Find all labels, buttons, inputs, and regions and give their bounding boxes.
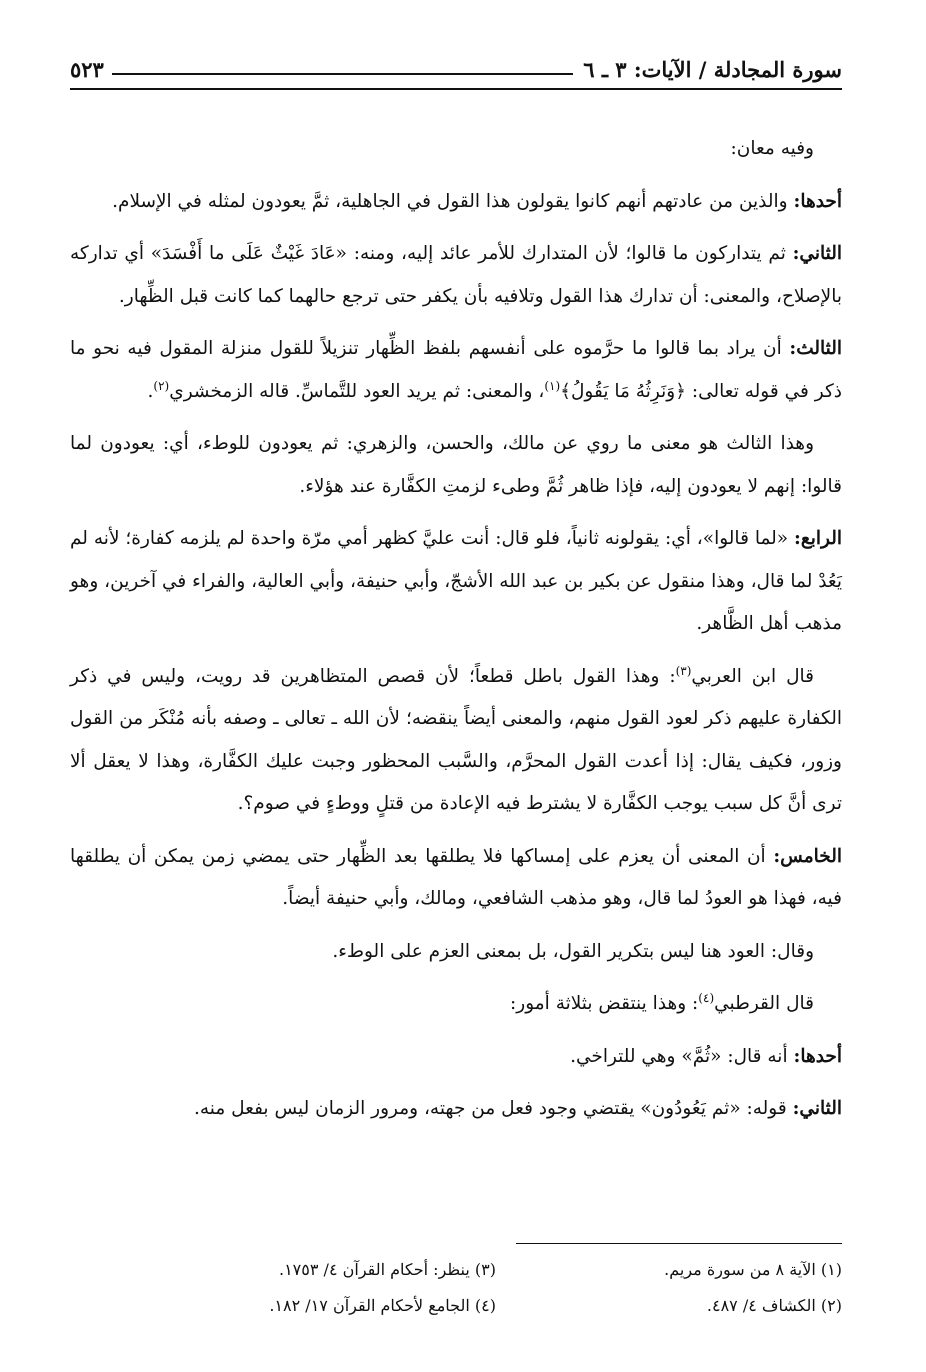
paragraph-text: . — [147, 380, 154, 402]
paragraph-text: وفيه معان: — [730, 138, 814, 159]
paragraph — [70, 836, 842, 921]
paragraph — [70, 128, 842, 171]
paragraph-lead: الثالث: — [789, 338, 842, 359]
paragraph-lead: الثاني: — [792, 1098, 842, 1119]
paragraph-text: وهذا الثالث هو معنى ما روي عن مالك، والحسن، والزهري: ثم يعودون للوطء، أي: يعودون لما قالوا: إنهم لا يعودون إليه، فإذا ظاهر ثُمَّ وطىء لزمتِ الكفَّارة عند هؤلاء. — [70, 433, 842, 497]
footnote-ref: (٢) — [153, 378, 170, 393]
paragraph-text: والذين من عادتهم أنهم كانوا يقولون هذا القول في الجاهلية، ثمَّ يعودون لمثله في الإسلام. — [112, 190, 794, 212]
paragraph-text: : وهذا القول باطل قطعاً؛ لأن قصص المتظاهرين قد رويت، وليس في ذكر الكفارة عليهم ذكر لعود القول منهم، والمعنى أيضاً ينقضه؛ لأن الله ـ تعالى ـ وصفه بأنه مُنْكَر من القول وزور، فكيف يقال: إذا أعدت القول المحرَّم، والسَّبب المحظور وجبت عليك الكفَّارة، وهذا لا يعقل ألا ترى أنَّ كل سبب يوجب الكفَّارة لا يشترط فيه الإعادة من قتلٍ ووطءٍ في صوم؟. — [70, 665, 842, 814]
paragraph-lead: الثاني: — [792, 243, 842, 264]
paragraph — [70, 518, 842, 646]
running-header — [70, 42, 842, 82]
footnote-4 — [150, 1288, 496, 1324]
footnote-number: (٢) — [820, 1296, 842, 1315]
footnote-number: (١) — [820, 1260, 842, 1279]
paragraph — [70, 423, 842, 508]
paragraph-text: ثم يتداركون ما قالوا؛ لأن المتدارك للأمر عائد إليه، ومنه: «عَادَ غَيْثٌ عَلَى ما أَفْسَدَ» أي تداركه بالإصلاح، والمعنى: أن تدارك هذا القول وتلافيه بأن يكفر حتى ترجع حالهما كما كانت قبل الظِّهار. — [70, 243, 842, 307]
chapter-title: سورة المجادلة / الآيات: ٣ ـ ٦ — [583, 57, 842, 82]
footnote-3 — [150, 1252, 496, 1288]
paragraph-text: ، والمعنى: ثم يريد العود للتَّماسِّ. قاله الزمخشري — [169, 380, 545, 402]
paragraph — [70, 1036, 842, 1079]
paragraph — [70, 233, 842, 318]
paragraph-lead: أحدها: — [793, 190, 842, 212]
footnote-row — [150, 1288, 842, 1324]
footnote-text: الكشاف ٤/ ٤٨٧. — [706, 1296, 816, 1315]
paragraph — [70, 328, 842, 413]
footnote-text: ينظر: أحكام القرآن ٤/ ١٧٥٣. — [278, 1260, 470, 1279]
paragraph-lead: الخامس: — [773, 845, 842, 867]
footnotes — [150, 1252, 842, 1324]
page-number: ٥٢٣ — [70, 57, 104, 82]
paragraph-text: وقال: العود هنا ليس بتكرير القول، بل بمعنى العزم على الوطء. — [332, 940, 814, 962]
footnote-ref: (٣) — [675, 663, 692, 678]
paragraph-text: أن المعنى أن يعزم على إمساكها فلا يطلقها بعد الظِّهار حتى يمضي زمن يمكن أن يطلقها فيه، فهذا هو العودُ لما قال، وهو مذهب الشافعي، ومالك، وأبي حنيفة أيضاً. — [70, 845, 842, 909]
paragraph-text: قال ابن العربي — [691, 665, 814, 687]
footnote-text: الجامع لأحكام القرآن ١٧/ ١٨٢. — [269, 1296, 470, 1315]
paragraph-lead: أحدها: — [793, 1045, 842, 1067]
paragraph-lead: الرابع: — [794, 528, 842, 549]
paragraph-text: قوله: «ثم يَعُودُون» يقتضي وجود فعل من جهته، ومرور الزمان ليس بفعل منه. — [193, 1098, 793, 1119]
footnote-separator — [516, 1243, 842, 1244]
main-text — [70, 128, 842, 1141]
paragraph — [70, 983, 842, 1026]
paragraph — [70, 1088, 842, 1131]
footnote-number: (٤) — [474, 1296, 496, 1315]
paragraph — [70, 181, 842, 224]
footnote-ref: (٤) — [698, 990, 715, 1005]
header-rule — [112, 73, 573, 75]
footnote-row — [150, 1252, 842, 1288]
paragraph — [70, 931, 842, 974]
header-divider — [70, 88, 842, 90]
footnote-1 — [496, 1252, 842, 1288]
paragraph-text: قال القرطبي — [714, 993, 814, 1014]
paragraph-text: أنه قال: «ثُمَّ» وهي للتراخي. — [570, 1045, 794, 1067]
footnote-number: (٣) — [474, 1260, 496, 1279]
footnote-ref: (١) — [544, 378, 561, 393]
paragraph-text: «لما قالوا»، أي: يقولونه ثانياً، فلو قال: أنت عليَّ كظهر أمي مرّة واحدة لم يلزمه كفارة؛ لأنه لم يَعُدْ لما قال، وهذا منقول عن بكير بن عبد الله الأشجّ، وأبي حنيفة، وأبي العالية، والفراء في آخرين، وهو مذهب أهل الظَّاهر. — [70, 528, 842, 634]
footnote-2 — [496, 1288, 842, 1324]
paragraph-text: : وهذا ينتقض بثلاثة أمور: — [510, 993, 699, 1014]
footnote-text: الآية ٨ من سورة مريم. — [664, 1260, 816, 1279]
paragraph-text: أن يراد بما قالوا ما حرَّموه على أنفسهم بلفظ الظِّهار تنزيلاً للقول منزلة المقول فيه نحو ما ذكر في قوله تعالى: ﴿وَنَرِثُهُ مَا يَقُولُ﴾ — [70, 338, 842, 402]
paragraph — [70, 656, 842, 826]
